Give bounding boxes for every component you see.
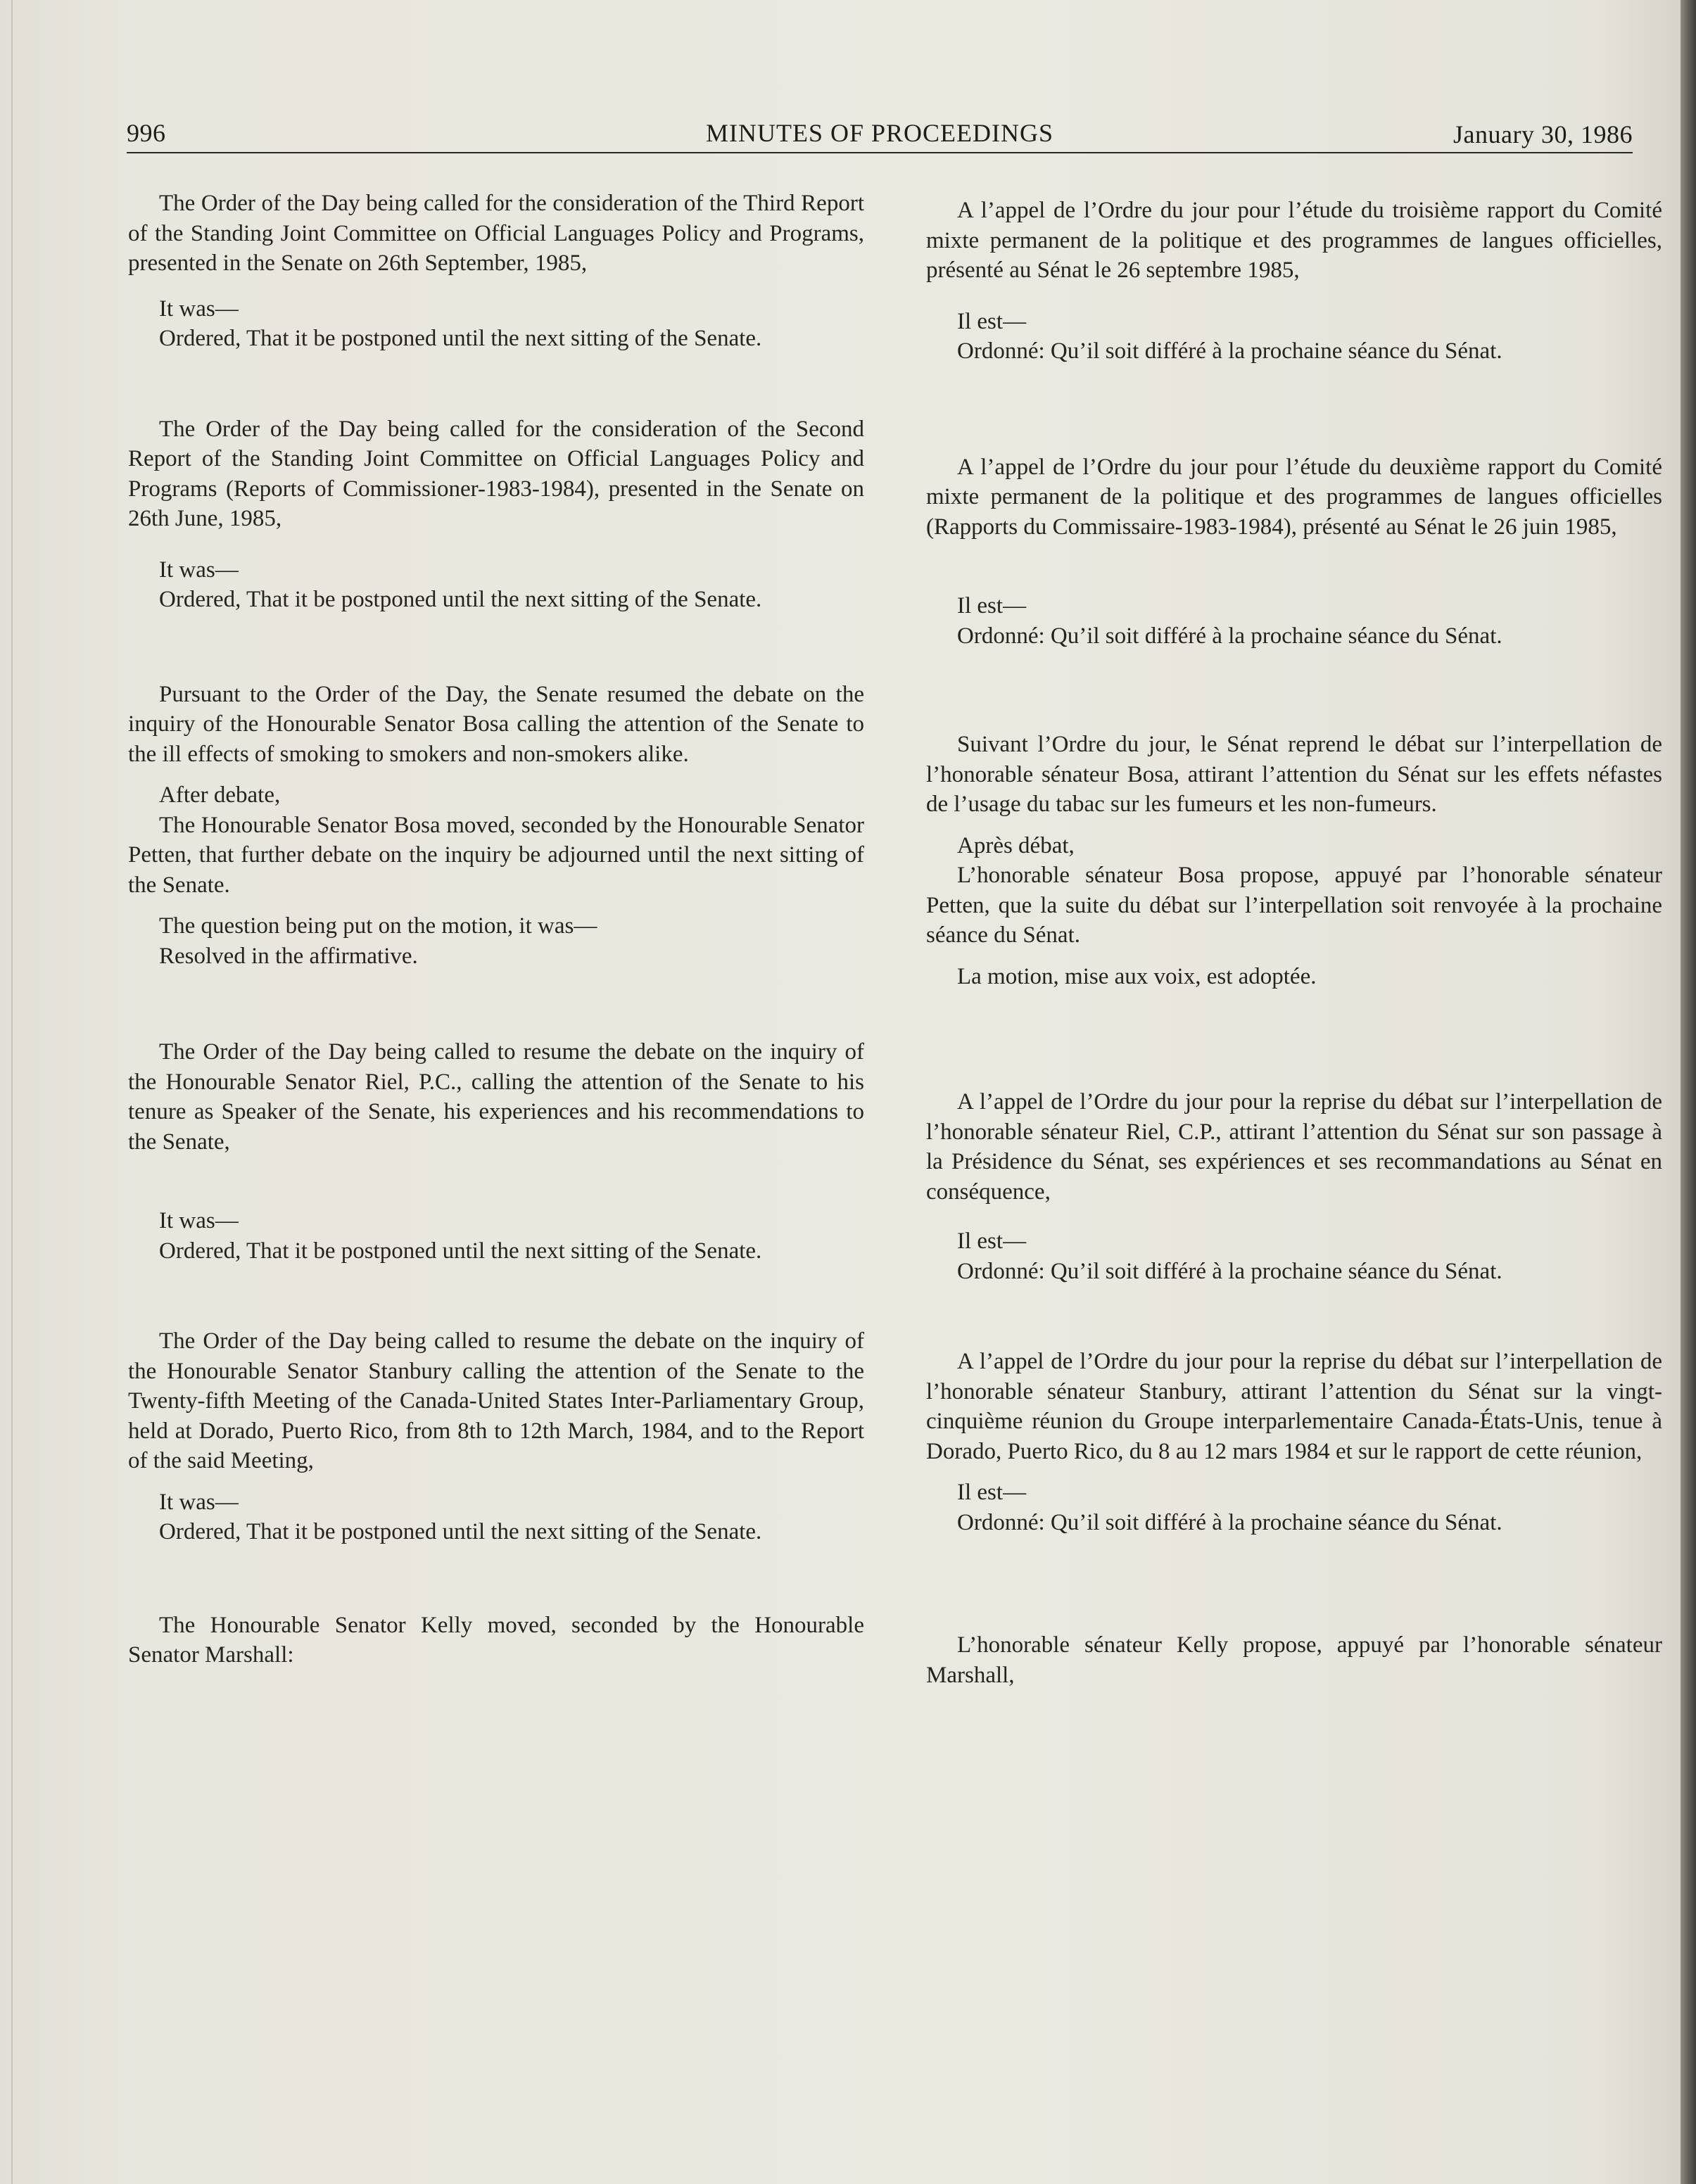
fr-stanbury-interpellation-paragraph: A l’appel de l’Ordre du jour pour la reprise du débat sur l’interpellation de l’honorable sénateur Stanbury, attirant l’attention du Sénat sur la vingt-cinquième réunion du Groupe interparlementaire Canada-États-Unis, tenue à Dorado, Puerto Rico, du 8 au 12 mars 1984 et sur le rapport de cette réunion, [926, 1349, 1662, 1464]
en-question-put: The question being put on the motion, it was— [159, 913, 597, 939]
french-column [926, 189, 1662, 1690]
fr-il-est: Il est— [957, 1228, 1027, 1254]
fr-bosa-interpellation-paragraph: Suivant l’Ordre du jour, le Sénat reprend le débat sur l’interpellation de l’honorable sénateur Bosa, attirant l’attention du Sénat sur les effets néfastes de l’usage du tabac sur les fumeurs et les non-fumeurs. [926, 732, 1662, 817]
fr-ordonne: Ordonné: Qu’il soit différé à la prochaine séance du Sénat. [957, 338, 1502, 364]
fr-motion-adoptee: La motion, mise aux voix, est adoptée. [957, 963, 1317, 989]
en-it-was: It was— [159, 296, 239, 322]
fr-kelly-motion: L’honorable sénateur Kelly propose, appuyé par l’honorable sénateur Marshall, [926, 1632, 1662, 1688]
en-resolved: Resolved in the affirmative. [159, 943, 418, 969]
en-stanbury-inquiry-paragraph: The Order of the Day being called to resume the debate on the inquiry of the Honourable Senator Stanbury calling the attention of the Senate to the Twenty-fifth Meeting of the Canada-United States Inter-Parliamentary Group, held at Dorado, Puerto Rico, from 8th to 12th March, 1984, and to the Report of the said Meeting, [128, 1328, 864, 1473]
running-header [127, 118, 1633, 153]
fr-troisieme-rapport-paragraph: A l’appel de l’Ordre du jour pour l’étude du troisième rapport du Comité mixte permanent de la politique et des programmes de langues officielles, présenté au Sénat le 26 septembre 1985, [926, 198, 1662, 283]
en-it-was: It was— [159, 1489, 239, 1515]
header-date: January 30, 1986 [1453, 120, 1633, 148]
book-spine [1681, 0, 1696, 2184]
fr-bosa-motion: L’honorable sénateur Bosa propose, appuyé par l’honorable sénateur Petten, que la suite du débat sur l’interpellation soit renvoyée à la prochaine séance du Sénat. [926, 863, 1662, 948]
en-kelly-motion: The Honourable Senator Kelly moved, seconded by the Honourable Senator Marshall: [128, 1612, 864, 1668]
en-after-debate: After debate, [159, 782, 281, 808]
fr-deuxieme-rapport-paragraph: A l’appel de l’Ordre du jour pour l’étude du deuxième rapport du Comité mixte permanent de la politique et des programmes de langues officielles (Rapports du Commissaire-1983-1984), présenté au Sénat le 26 juin 1985, [926, 454, 1662, 540]
en-third-report-paragraph: The Order of the Day being called for the consideration of the Third Report of the Standing Joint Committee on Official Languages Policy and Programs, presented in the Senate on 26th September, 1985, [128, 191, 864, 276]
header-rule [127, 152, 1633, 153]
fr-il-est: Il est— [957, 593, 1027, 618]
english-column [128, 189, 864, 1670]
en-second-report-paragraph: The Order of the Day being called for the consideration of the Second Report of the Standing Joint Committee on Official Languages Policy and Programs (Reports of Commissioner-1983-1984), presented in the Senate on 26th June, 1985, [128, 416, 864, 531]
fr-ordonne: Ordonné: Qu’il soit différé à la prochaine séance du Sénat. [957, 1509, 1502, 1535]
fr-ordonne: Ordonné: Qu’il soit différé à la prochaine séance du Sénat. [957, 623, 1502, 649]
fr-il-est: Il est— [957, 308, 1027, 334]
fr-il-est: Il est— [957, 1480, 1027, 1505]
en-it-was: It was— [159, 1208, 239, 1233]
en-ordered: Ordered, That it be postponed until the next sitting of the Senate. [159, 1238, 762, 1264]
page-number: 996 [127, 119, 166, 147]
en-it-was: It was— [159, 557, 239, 583]
en-ordered: Ordered, That it be postponed until the next sitting of the Senate. [159, 1519, 762, 1544]
fr-riel-interpellation-paragraph: A l’appel de l’Ordre du jour pour la reprise du débat sur l’interpellation de l’honorable sénateur Riel, C.P., attirant l’attention du Sénat sur son passage à la Présidence du Sénat, ses expériences et ses recommandations au Sénat en conséquence, [926, 1089, 1662, 1205]
page-title: MINUTES OF PROCEEDINGS [705, 119, 1054, 147]
en-ordered: Ordered, That it be postponed until the next sitting of the Senate. [159, 587, 762, 612]
en-bosa-inquiry-paragraph: Pursuant to the Order of the Day, the Senate resumed the debate on the inquiry of the Honourable Senator Bosa calling the attention of the Senate to the ill effects of smoking to smokers and non-smokers alike. [128, 681, 864, 767]
en-ordered: Ordered, That it be postponed until the next sitting of the Senate. [159, 326, 762, 351]
en-riel-inquiry-paragraph: The Order of the Day being called to resume the debate on the inquiry of the Honourable Senator Riel, P.C., calling the attention of the Senate to his tenure as Speaker of the Senate, his experiences and his recommendations to the Senate, [128, 1039, 864, 1155]
en-bosa-motion: The Honourable Senator Bosa moved, seconded by the Honourable Senator Petten, that further debate on the inquiry be adjourned until the next sitting of the Senate. [128, 812, 864, 898]
fr-apres-debat: Après débat, [957, 832, 1075, 858]
page-edge [11, 0, 13, 2184]
fr-ordonne: Ordonné: Qu’il soit différé à la prochaine séance du Sénat. [957, 1258, 1502, 1284]
